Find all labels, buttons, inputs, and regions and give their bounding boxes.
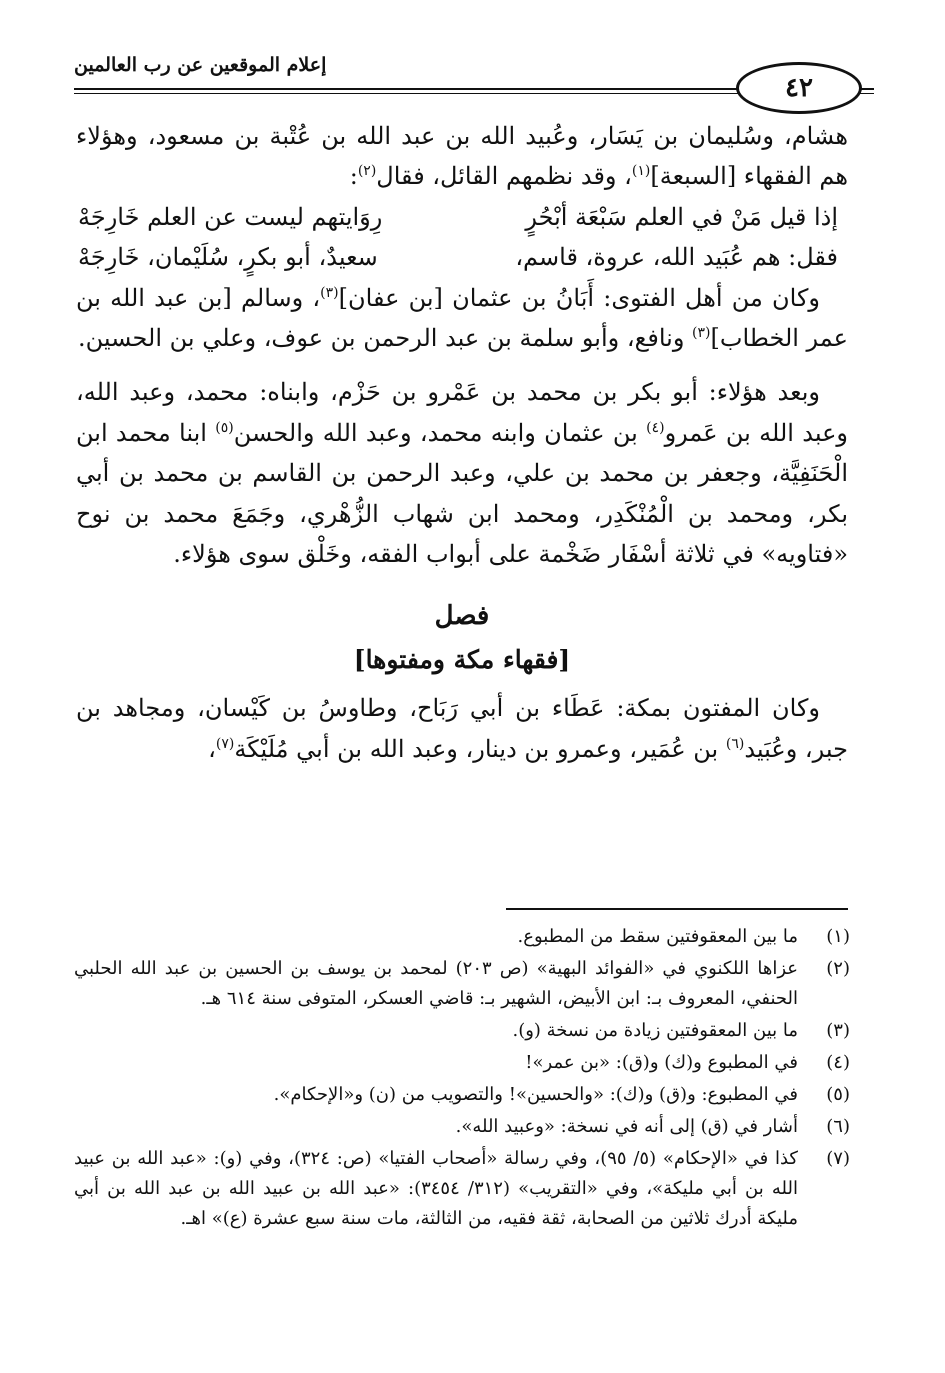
text-run: ابنا محمد ابن الْحَنَفِيَّة، وجعفر بن محمد بن علي، وعبد الرحمن بن القاسم بن محمد بن أبي بكر، ومحمد بن الْمُنْكَدِر، ومحمد ابن شهاب الزُّهْري، وجَمَعَ محمد بن نوح «فتاويه» في ثلاثة أسْفَار ضَخْمة على أبواب الفقه، وخَلْق سوى هؤلاء. — [76, 418, 848, 569]
footnote-ref-2[interactable]: (٢) — [357, 163, 377, 180]
text-run: ، وسالم [بن عبد الله بن عمر الخطاب] — [76, 283, 848, 353]
footnote-ref-3a[interactable]: (٣) — [320, 284, 339, 301]
footnote-number: (٢) — [826, 958, 850, 979]
text-run: ، — [208, 734, 216, 763]
footnote-ref-1[interactable]: (١) — [631, 163, 651, 180]
verse-1-first-hemistich: إذا قيل مَنْ في العلم سَبْعَة أبْحُرٍ — [525, 202, 838, 231]
page-number: ٤٢ — [785, 73, 813, 103]
footnote-number: (٤) — [826, 1052, 850, 1073]
footnote-number: (٣) — [826, 1020, 850, 1041]
text-run: بن عثمان وابنه محمد، وعبد الله والحسن — [233, 418, 647, 447]
footnote-ref-6[interactable]: (٦) — [725, 735, 745, 752]
footnote-ref-5[interactable]: (٥) — [215, 419, 234, 436]
footnote-text: أشار في (ق) إلى أنه في نسخة: «وعبيد الله». — [455, 1116, 798, 1137]
footnote-number: (٧) — [826, 1148, 850, 1169]
footnote-number: (١) — [826, 926, 850, 947]
verse-1-second-hemistich: رِوَايتهم ليست عن العلم خَارِجَهْ — [78, 202, 383, 231]
running-title: إعلام الموقعين عن رب العالمين — [74, 54, 327, 76]
page-header — [74, 40, 874, 103]
paragraph-4 — [76, 688, 848, 769]
footnote-2 — [74, 954, 850, 1014]
paragraph-2 — [76, 278, 848, 359]
text-run: هشام، وسُليمان بن يَسَار، وعُبيد الله بن عبد الله بن عُتْبة بن مسعود، وهؤلاء هم الفقهاء [السبعة] — [76, 122, 848, 191]
text-run: ونافع، وأبو سلمة بن عبد الرحمن بن عوف، وعلي بن الحسين. — [77, 324, 693, 353]
footnotes — [74, 922, 850, 1236]
footnote-number: (٥) — [826, 1084, 850, 1105]
paragraph-1 — [76, 116, 848, 197]
text-run: وكان المفتون بمكة: عَطَاء بن أبي رَبَاح، وطاوسُ بن كَيْسان، ومجاهد بن جبر، وعُبَيد — [76, 694, 848, 763]
section-heading: فصل — [434, 601, 490, 632]
text-run: : — [349, 162, 358, 191]
verse-2-second-hemistich: سعيدٌ، أبو بكرٍ، سُلَيْمان، خَارِجَهْ — [78, 243, 378, 272]
footnote-text: كذا في «الإحكام» (٥/ ٩٥)، وفي رسالة «أصحاب الفتيا» (ص: ٣٢٤)، وفي (و): «عبد الله بن عبيد الله بن أبي مليكة»، وفي «التقريب» (٣١٢/ ٣٤٥٤): «عبد الله بن عبيد الله بن عبد الله بن أبي مليكة أدرك ثلاثين من الصحابة، ثقة فقيه، من الثالثة، مات سنة سبع عشرة (ع)» اهـ. — [74, 1148, 798, 1229]
footnote-5 — [74, 1080, 850, 1110]
footnote-text: في المطبوع و(ك) و(ق): «بن عمر»! — [525, 1052, 798, 1073]
footnote-text: ما بين المعقوفتين زيادة من نسخة (و). — [512, 1020, 798, 1041]
text-run: وبعد هؤلاء: أبو بكر بن محمد بن عَمْرو بن حَزْم، وابناه: محمد، وعبد الله، وعبد الله بن عَمرو — [76, 378, 849, 447]
footnote-3 — [74, 1016, 850, 1046]
footnote-text: ما بين المعقوفتين سقط من المطبوع. — [517, 926, 798, 947]
verse-line-1 — [76, 197, 848, 237]
text-run: بن عُمَير، وعمرو بن دينار، وعبد الله بن أبي مُلَيْكَة — [234, 734, 726, 763]
footnote-7 — [74, 1144, 850, 1234]
paragraph-3 — [76, 372, 848, 574]
footnote-4 — [74, 1048, 850, 1078]
footnote-ref-4[interactable]: (٤) — [646, 419, 665, 436]
verse-2-first-hemistich: فقل: هم عُبَيد الله، عروة، قاسم، — [515, 243, 838, 272]
text-run: ، وقد نظمهم القائل، فقال — [376, 162, 632, 191]
footnote-text: عزاها اللكنوي في «الفوائد البهية» (ص ٢٠٣) لمحمد بن يوسف بن الحسين بن عبد الله الحلبي الحنفي، المعروف بـ: ابن الأبيض، الشهير بـ: قاضي العسكر، المتوفى سنة ٦١٤ هـ. — [74, 958, 798, 1009]
footnote-number: (٦) — [826, 1116, 850, 1137]
footnote-separator — [506, 908, 848, 910]
text-run: وكان من أهل الفتوى: أَبَانُ بن عثمان [بن عفان] — [338, 283, 820, 312]
verse-line-2 — [76, 237, 848, 277]
page-number-badge — [736, 62, 862, 114]
footnote-1 — [74, 922, 850, 952]
main-text — [76, 116, 848, 769]
footnote-ref-3b[interactable]: (٣) — [692, 325, 711, 342]
section-subheading: [فقهاء مكة ومفتوها] — [353, 645, 571, 675]
footnote-text: في المطبوع: و(ق) و(ك): «والحسين»! والتصويب من (ن) و«الإحكام». — [273, 1084, 798, 1105]
footnote-6 — [74, 1112, 850, 1142]
footnote-ref-7[interactable]: (٧) — [215, 735, 235, 752]
